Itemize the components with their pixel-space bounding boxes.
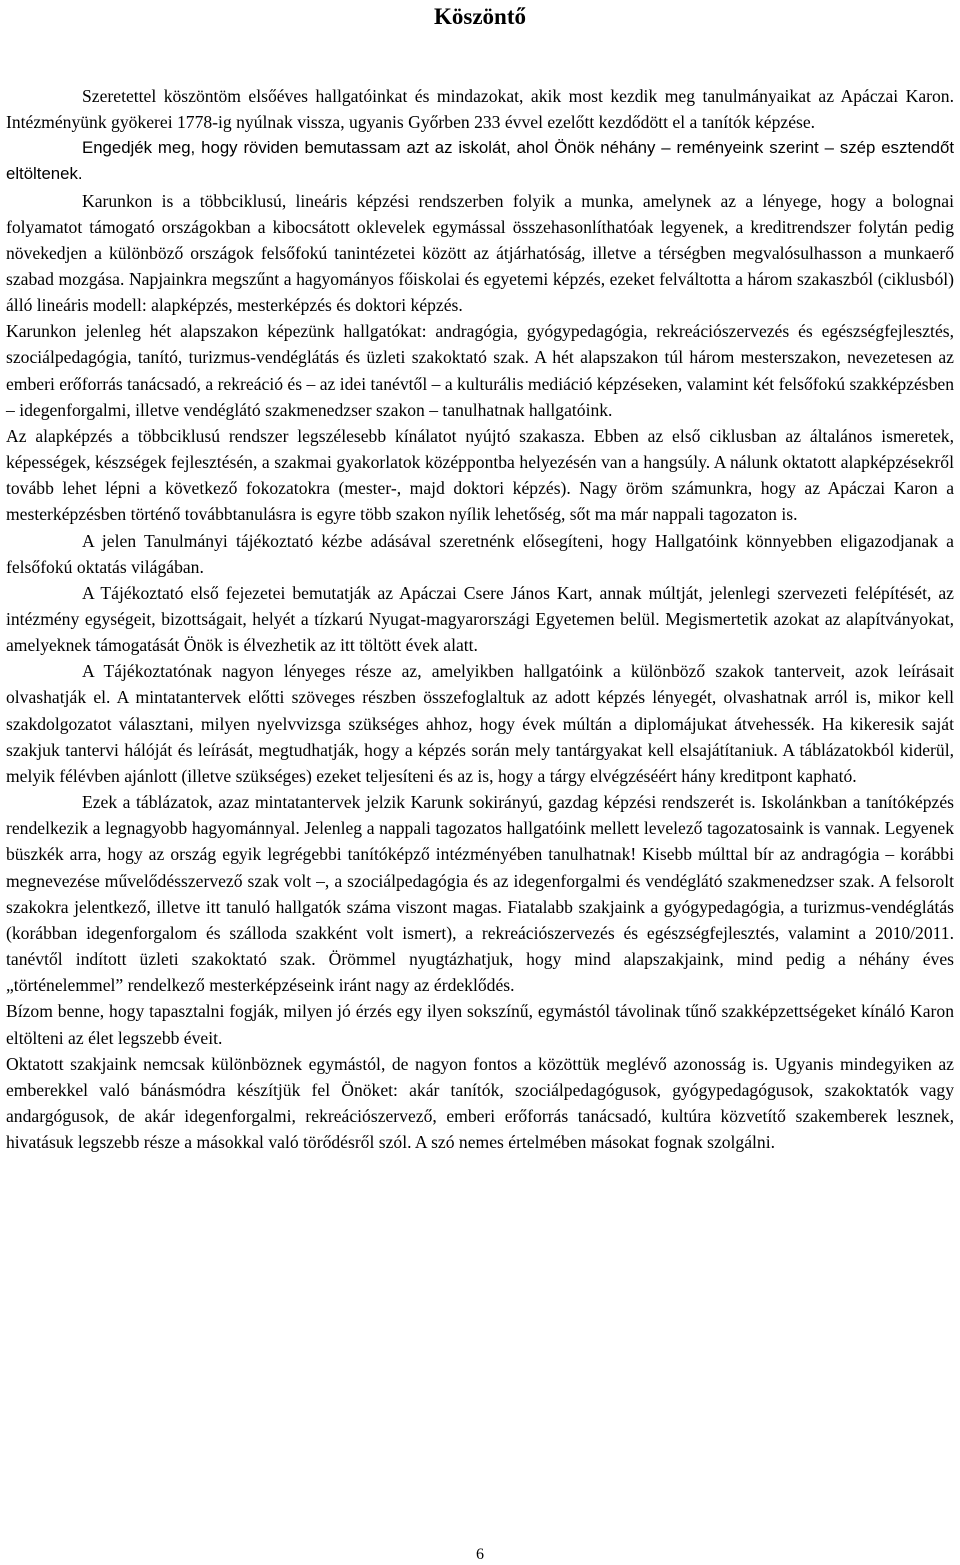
paragraph-bachelor-training: Az alapképzés a többciklusú rendszer legszélesebb kínálatot nyújtó szakasza. Ebben az első ciklusban az általános ismeretek, képességek, készségek fejlesztésén, a szakmai gyakorlatok középpontba helyezésén van a hangsúly. A nálunk oktatott alapképzésekről tovább lehet lépni a következő fokozatokra (mester-, majd doktori képzés). Nagy öröm számunkra, hogy az Apáczai Karon a mesterképzésben történő továbbtanulásra is egyre több szakon nyílik lehetőség, sőt ma már nappali tagozaton is.: [6, 425, 954, 525]
page-title: Köszöntő: [434, 4, 526, 29]
document-page: [6, 0, 954, 1565]
paragraph-introduction: Engedjék meg, hogy röviden bemutassam azt az iskolát, ahol Önök néhány – reményeink szerint – szép esztendőt eltöltenek.: [6, 138, 954, 184]
paragraph-hope: Bízom benne, hogy tapasztalni fogják, milyen jó érzés egy ilyen sokszínű, egymástól távolinak tűnő szakképzettségeket kínáló Karon eltölteni az élet legszebb éveit.: [6, 1001, 954, 1048]
body-text: [6, 83, 954, 1155]
paragraph-welcome: Szeretettel köszöntöm elsőéves hallgatóinkat és mindazokat, akik most kezdik meg tanulmányaikat az Apáczai Karon. Intézményünk gyökerei 1778-ig nyúlnak vissza, ugyanis Győrben 233 évvel ezelőtt kezdődött el a tanítók képzése.: [6, 86, 954, 133]
paragraph-linear-training: Karunkon is a többciklusú, lineáris képzési rendszerben folyik a munka, amelynek az a lényege, hogy a bolognai folyamatot támogató országokban a kibocsátott oklevelek egymással összehasonlíthatóak legyenek, a kreditrendszer folytán pedig növekedjen a különböző országok felsőfokú tanintézetei között az átjárhatóság, illetve a térségben megvalósulhasson a munkaerő szabad mozgása. Napjainkra megszűnt a hagyományos főiskolai és egyetemi képzés, ezeket felváltotta a három szakaszból (ciklusból) álló lineáris modell: alapképzés, mesterképzés és doktori képzés.: [6, 190, 954, 316]
paragraph-programs: Karunkon jelenleg hét alapszakon képezünk hallgatókat: andragógia, gyógypedagógia, rekreációszervezés és egészségfejlesztés, szociálpedagógia, tanító, turizmus-vendéglátás és üzleti szakoktató szak. A hét alapszakon túl három mesterszakon, nevezetesen az emberi erőforrás tanácsadó, a rekreáció és – az idei tanévtől – a kulturális mediáció képzéseken, valamint két felsőfokú szakképzésben – idegenforgalmi, illetve vendéglátó szakmenedzser szakon – tanulhatnak hallgatóink.: [6, 321, 954, 420]
paragraph-common-mission: Oktatott szakjaink nemcsak különböznek egymástól, de nagyon fontos a közöttük meglévő azonosság is. Ugyanis mindegyiken az emberekkel való bánásmódra készítjük fel Önöket: akár tanítók, szociálpedagógusok, gyógypedagógusok, szakoktatók vagy andargógusok, de akár idegenforgalmi, rekreációszervező, emberi erőforrás tanácsadó, kultúra közvetítő szakemberek lesznek, hivatásuk legszebb része a másokkal való törődésről szól. A szó nemes értelmében másokat fognak szolgálni.: [6, 1053, 954, 1153]
page-number: 6: [476, 1546, 484, 1563]
paragraph-training-system: Ezek a táblázatok, azaz mintatantervek jelzik Karunk sokirányú, gazdag képzési rendszerét is. Iskolánkban a tanítóképzés rendelkezik a legnagyobb hagyománnyal. Jelenleg a nappali tagozatos hallgatóink mellett levelező tagozatosaink is vannak. Legyenek büszkék arra, hogy az ország egyik legrégebbi tanítóképző intézményében tanulhatnak! Kisebb múlttal bír az andragógia – korábbi megnevezése művelődésszervező szak volt –, a szociálpedagógia és az idegenforgalmi és vendéglátó szakmenedzser szak. A felsorolt szakokra jelentkező, illetve itt tanuló hallgatók száma viszont magas. Fiatalabb szakjaink a gyógypedagógia, a turizmus-vendéglátás (korábban idegenforgalom és szálloda szakként volt ismert), a rekreációszervezés és egészségfejlesztés, valamint a 2010/2011. tanévtől indított üzleti szakoktató szak. Örömmel nyugtázhatjuk, hogy mind alapszakjaink, mind pedig a néhány éves „történelemmel” rendelkező mesterképzéseink iránt nagy az érdeklődés.: [6, 792, 954, 996]
paragraph-guide-chapters: A Tájékoztató első fejezetei bemutatják az Apáczai Csere János Kart, annak múltját, jelenlegi szervezeti felépítését, az intézmény egységeit, bizottságait, helyét a tízkarú Nyugat-magyarországi Egyetemen belül. Megismertetik azokat az alapítványokat, amelyeknek támogatását Önök is élvezhetik az itt töltött évek alatt.: [6, 582, 954, 656]
paragraph-guide-purpose: A jelen Tanulmányi tájékoztató kézbe adásával szeretnénk elősegíteni, hogy Hallgatóink könnyebben eligazodjanak a felsőfokú oktatás világában.: [6, 530, 954, 577]
paragraph-curricula: A Tájékoztatónak nagyon lényeges része az, amelyikben hallgatóink a különböző szakok tanterveit, azok leírásait olvashatják el. A mintatantervek előtti szöveges részben összefoglaltuk az adott képzés lényegét, olvashatnak arról is, mikor kell szakdolgozatot választani, milyen nyelvvizsga szükséges ahhoz, hogy évek múltán a diplomájukat átvehessék. Ha kikeresik saját szakjuk tantervi hálóját és leírását, megtudhatják, hogy a képzés során mely tantárgyakat kell elsajátítaniuk. A táblázatokból kiderül, melyik félévben ajánlott (illetve szükséges) ezeket teljesíteni és az is, hogy a tárgy elvégzéséért hány kreditpont kapható.: [6, 661, 954, 786]
